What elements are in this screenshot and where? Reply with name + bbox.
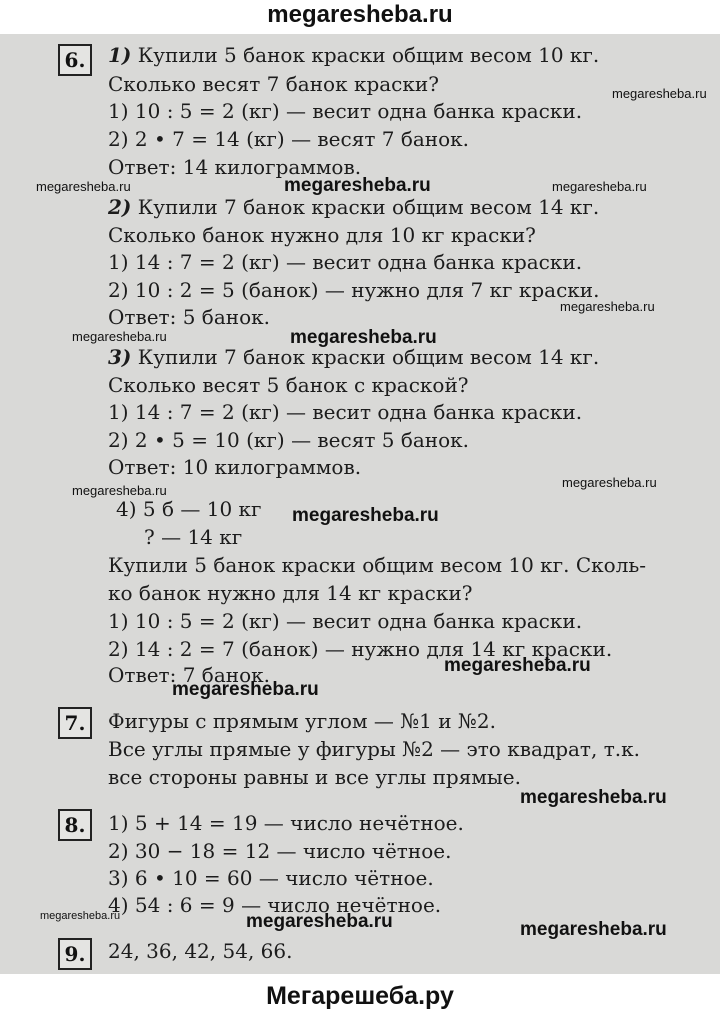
task-7-line-2: Все углы прямые у фигуры №2 — это квадрат, т.к.	[108, 737, 640, 761]
watermark-1: megaresheba.ru	[612, 86, 707, 101]
watermark-10: megaresheba.ru	[292, 505, 439, 526]
task-8-line-3: 3) 6 • 10 = 60 — число чётное.	[108, 866, 434, 890]
task-6-4-line-1: Купили 5 банок краски общим весом 10 кг. Сколь-	[108, 553, 647, 577]
task-7-line-3: все стороны равны и все углы прямые.	[108, 765, 521, 789]
task-6-4-short-1: 4) 5 б — 10 кг	[116, 497, 262, 521]
watermark-12: megaresheba.ru	[172, 679, 319, 700]
watermark-2: megaresheba.ru	[36, 179, 131, 194]
task-8-line-4: 4) 54 : 6 = 9 — число нечётное.	[108, 893, 442, 917]
task-6-3-line-2: Сколько весят 5 банок с краской?	[108, 373, 469, 397]
task-6-3-text: Купили 7 банок краски общим весом 14 кг.	[137, 345, 600, 369]
task-6-2-answer: Ответ: 5 банок.	[108, 305, 270, 329]
watermark-11: megaresheba.ru	[444, 655, 591, 676]
watermark-14: megaresheba.ru	[40, 910, 121, 922]
task-9-line-1: 24, 36, 42, 54, 66.	[108, 939, 293, 963]
task-6-1-label: 1)	[108, 43, 132, 67]
task-7-number: 7.	[58, 707, 92, 739]
task-6-4-line-4: 2) 14 : 2 = 7 (банок) — нужно для 14 кг краски.	[108, 637, 613, 661]
watermark-3: megaresheba.ru	[284, 175, 431, 196]
task-6-1-line-1	[108, 42, 599, 68]
task-6-3-answer: Ответ: 10 килограммов.	[108, 455, 362, 479]
task-9-number: 9.	[58, 938, 92, 970]
task-8-line-1: 1) 5 + 14 = 19 — число нечётное.	[108, 811, 464, 835]
task-6-1-answer: Ответ: 14 килограммов.	[108, 155, 362, 179]
task-6-number: 6.	[58, 44, 92, 76]
watermark-7: megaresheba.ru	[290, 327, 437, 348]
task-6-4-line-3: 1) 10 : 5 = 2 (кг) — весит одна банка краски.	[108, 609, 583, 633]
task-6-2-text: Купили 7 банок краски общим весом 14 кг.	[137, 195, 600, 219]
task-6-2-line-4: 2) 10 : 2 = 5 (банок) — нужно для 7 кг краски.	[108, 278, 600, 302]
task-8-line-2: 2) 30 − 18 = 12 — число чётное.	[108, 839, 452, 863]
task-6-1-line-2: Сколько весят 7 банок краски?	[108, 72, 439, 96]
watermark-16: megaresheba.ru	[520, 919, 667, 940]
task-6-4-answer: Ответ: 7 банок.	[108, 663, 270, 687]
task-6-2-line-3: 1) 14 : 7 = 2 (кг) — весит одна банка краски.	[108, 250, 583, 274]
task-8-number: 8.	[58, 809, 92, 841]
watermark-6: megaresheba.ru	[72, 329, 167, 344]
watermark-15: megaresheba.ru	[246, 911, 393, 932]
task-7-line-1: Фигуры с прямым углом — №1 и №2.	[108, 709, 496, 733]
watermark-13: megaresheba.ru	[520, 787, 667, 808]
watermark-8: megaresheba.ru	[72, 483, 167, 498]
task-6-2-label: 2)	[108, 195, 132, 219]
task-6-1-line-3: 1) 10 : 5 = 2 (кг) — весит одна банка краски.	[108, 99, 583, 123]
task-6-1-text: Купили 5 банок краски общим весом 10 кг.	[137, 43, 600, 67]
task-6-4-short-2: ? — 14 кг	[144, 525, 243, 549]
task-6-3-line-4: 2) 2 • 5 = 10 (кг) — весят 5 банок.	[108, 428, 470, 452]
task-6-2-line-1	[108, 194, 599, 220]
task-6-3-line-3: 1) 14 : 7 = 2 (кг) — весит одна банка краски.	[108, 400, 583, 424]
site-header: megaresheba.ru	[0, 0, 720, 34]
task-6-1-line-4: 2) 2 • 7 = 14 (кг) — весят 7 банок.	[108, 127, 470, 151]
task-6-2-line-2: Сколько банок нужно для 10 кг краски?	[108, 223, 536, 247]
site-footer: Мегарешеба.ру	[0, 974, 720, 1016]
textbook-page	[0, 34, 720, 974]
task-6-4-line-2: ко банок нужно для 14 кг краски?	[108, 581, 473, 605]
watermark-5: megaresheba.ru	[560, 299, 655, 314]
watermark-9: megaresheba.ru	[562, 475, 657, 490]
watermark-4: megaresheba.ru	[552, 179, 647, 194]
task-6-3-label: 3)	[108, 345, 132, 369]
